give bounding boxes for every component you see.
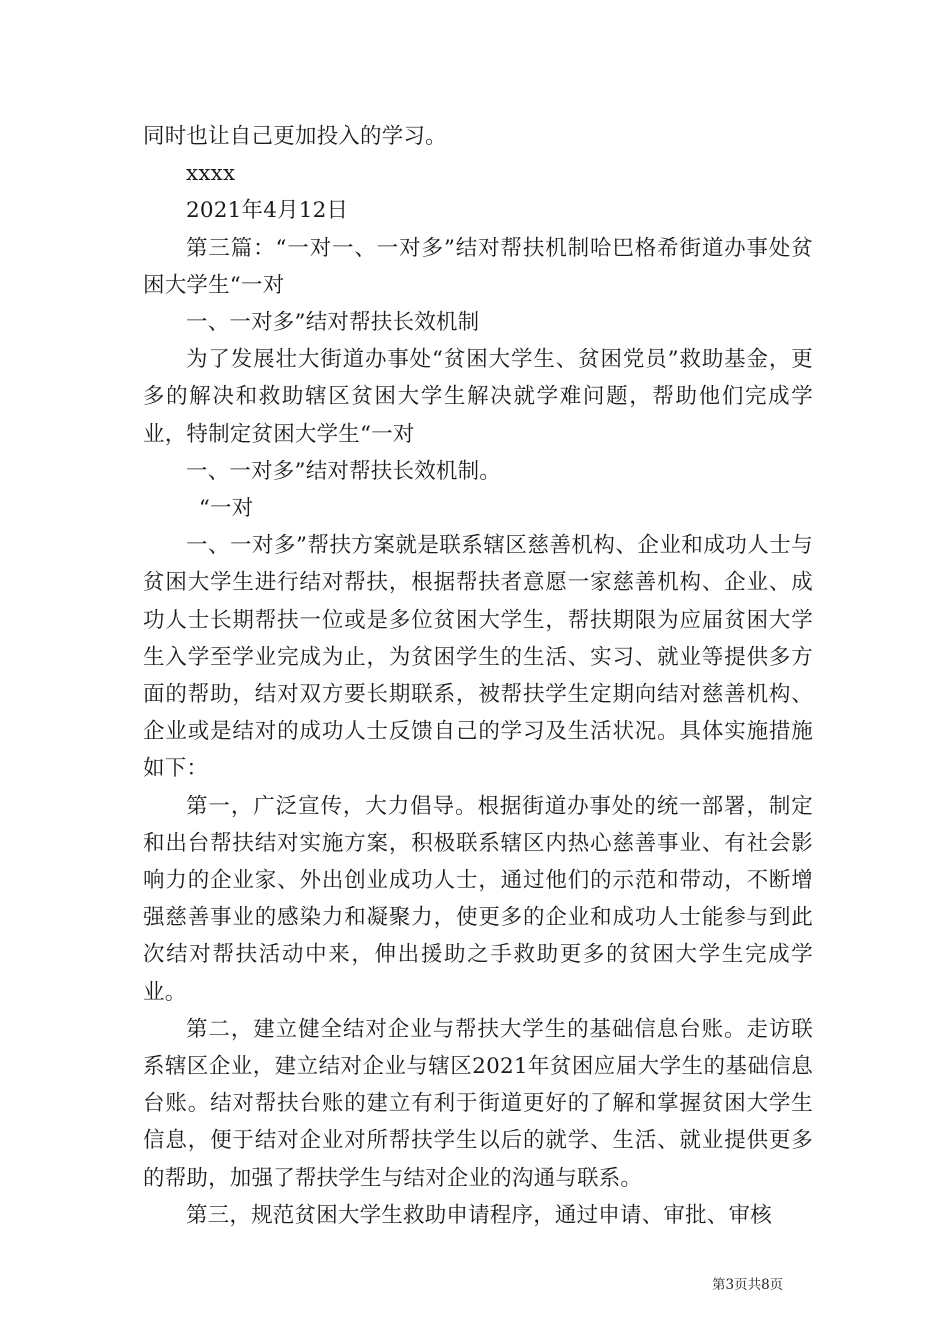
- paragraph-8: “一对: [198, 496, 254, 522]
- paragraph-9: 一、一对多”帮扶方案就是联系辖区慈善机构、企业和成功人士与贫困大学生进行结对帮扶，根据帮扶者意愿一家慈善机构、企业、成功人士长期帮扶一位或是多位贫困大学生，帮扶期限为应届贫困大学生入学至学业完成为止，为贫困学生的生活、实习、就业等提供多方面的帮助，结对双方要长期联系，被帮扶学生定期向结对慈善机构、企业或是结对的成功人士反馈自己的学习及生活状况。具体实施措施如下：: [143, 533, 813, 782]
- paragraph-2: xxxx: [186, 161, 236, 187]
- paragraph-1: 同时也让自己更加投入的学习。: [143, 124, 447, 149]
- page-number: 第3页共8页: [712, 1277, 784, 1293]
- paragraph-4: 第三篇：“一对一、一对多”结对帮扶机制哈巴格希街道办事处贫困大学生“一对: [143, 235, 813, 298]
- paragraph-7: 一、一对多”结对帮扶长效机制。: [186, 458, 501, 484]
- paragraph-5: 一、一对多”结对帮扶长效机制: [186, 310, 480, 336]
- paragraph-11: 第二，建立健全结对企业与帮扶大学生的基础信息台账。走访联系辖区企业，建立结对企业与辖区2021年贫困应届大学生的基础信息台账。结对帮扶台账的建立有利于街道更好的了解和掌握贫困大学生信息，便于结对企业对所帮扶学生以后的就学、生活、就业提供更多的帮助，加强了帮扶学生与结对企业的沟通与联系。: [143, 1016, 813, 1191]
- paragraph-6: 为了发展壮大街道办事处“贫困大学生、贫困党员”救助基金，更多的解决和救助辖区贫困大学生解决就学难问题，帮助他们完成学业，特制定贫困大学生“一对: [143, 347, 813, 447]
- document-body: [143, 118, 813, 1234]
- paragraph-12: 第三，规范贫困大学生救助申请程序，通过申请、审批、审核: [186, 1202, 772, 1228]
- paragraph-3: 2021年4月12日: [186, 198, 349, 224]
- paragraph-10: 第一，广泛宣传，大力倡导。根据街道办事处的统一部署，制定和出台帮扶结对实施方案，积极联系辖区内热心慈善事业、有社会影响力的企业家、外出创业成功人士，通过他们的示范和带动，不断增强慈善事业的感染力和凝聚力，使更多的企业和成功人士能参与到此次结对帮扶活动中来，伸出援助之手救助更多的贫困大学生完成学业。: [143, 793, 813, 1005]
